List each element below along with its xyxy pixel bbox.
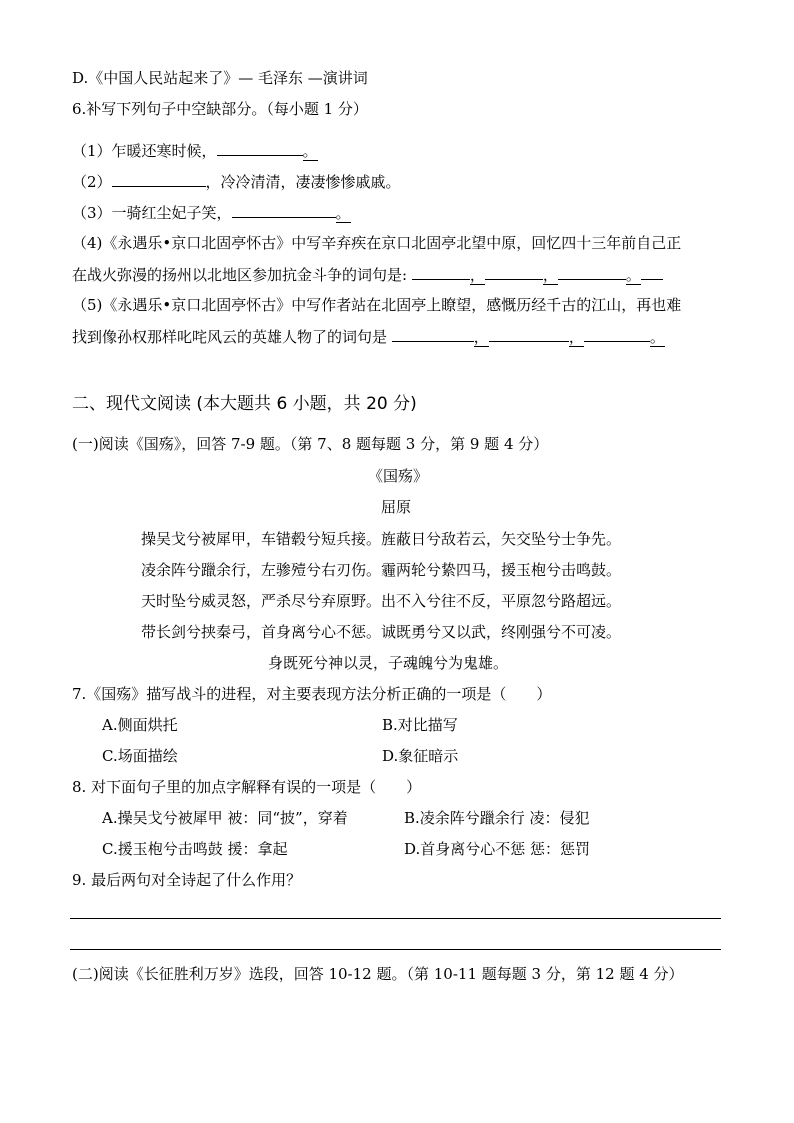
fill-blank[interactable] bbox=[412, 264, 470, 280]
question-6-item-4-line-2 bbox=[72, 264, 663, 285]
item-4-text: 在战火弥漫的扬州以北地区参加抗金斗争的词句是: bbox=[72, 266, 408, 284]
question-6-item-5-line-1: （5)《永遇乐•京口北固亭怀古》中写作者站在北固亭上瞭望，感慨历经千古的江山，再也难 bbox=[72, 296, 682, 314]
part-2-intro: (二)阅读《长征胜利万岁》选段，回答 10-12 题。（第 10-11 题每题 3 分，第 12 题 4 分） bbox=[72, 965, 684, 983]
question-7-option-a[interactable]: A.侧面烘托 bbox=[102, 716, 178, 734]
comma: ， bbox=[469, 266, 485, 284]
answer-line[interactable] bbox=[70, 949, 721, 950]
question-7-option-d[interactable]: D.象征暗示 bbox=[382, 747, 459, 765]
item-3-end: 。 bbox=[335, 204, 351, 222]
poem-line: 天时坠兮威灵怒，严杀尽兮弃原野。出不入兮往不反，平原忽兮路超远。 bbox=[141, 592, 622, 610]
fill-blank[interactable] bbox=[217, 140, 303, 156]
fill-blank[interactable] bbox=[392, 326, 474, 342]
question-6-item-3 bbox=[72, 202, 351, 223]
comma: ， bbox=[568, 328, 584, 346]
poem-line: 身既死兮神以灵，子魂魄兮为鬼雄。 bbox=[268, 654, 509, 672]
answer-line[interactable] bbox=[70, 918, 721, 919]
poem-line: 带长剑兮挟秦弓，首身离兮心不惩。诚既勇兮又以武，终刚强兮不可凌。 bbox=[141, 623, 622, 641]
item-2-number: （2） bbox=[72, 173, 112, 191]
question-7-stem: 7.《国殇》描写战斗的进程，对主要表现方法分析正确的一项是（ ） bbox=[72, 685, 552, 703]
question-7-option-c[interactable]: C.场面描绘 bbox=[102, 747, 178, 765]
question-9-stem: 9. 最后两句对全诗起了什么作用？ bbox=[72, 871, 302, 889]
fill-blank-tail bbox=[641, 264, 663, 280]
question-5-option-d: D.《中国人民站起来了》— 毛泽东 —演讲词 bbox=[72, 69, 368, 87]
question-6-item-1 bbox=[72, 140, 318, 161]
item-1-text: （1）乍暖还寒时候， bbox=[72, 142, 217, 160]
fill-blank[interactable] bbox=[489, 326, 569, 342]
question-8-option-c[interactable]: C.援玉枹兮击鸣鼓 援：拿起 bbox=[102, 840, 288, 858]
item-2-text: ，冷冷清清，凄凄惨惨戚戚。 bbox=[205, 173, 401, 191]
part-1-intro: (一)阅读《国殇》，回答 7-9 题。（第 7、8 题每题 3 分，第 9 题 4 分） bbox=[72, 435, 549, 453]
question-7-option-b[interactable]: B.对比描写 bbox=[382, 716, 458, 734]
question-6-stem: 6.补写下列句子中空缺部分。（每小题 1 分） bbox=[72, 100, 368, 118]
poem-line: 操吴戈兮被犀甲，车错毂兮短兵接。旌蔽日兮敌若云，矢交坠兮士争先。 bbox=[141, 530, 622, 548]
poem-author: 屈原 bbox=[381, 498, 412, 516]
comma: ， bbox=[473, 328, 489, 346]
comma: ， bbox=[542, 266, 558, 284]
period: 。 bbox=[649, 328, 665, 346]
question-8-stem: 8. 对下面句子里的加点字解释有误的一项是（ ） bbox=[72, 778, 422, 796]
fill-blank[interactable] bbox=[584, 326, 650, 342]
question-6-item-2 bbox=[72, 171, 401, 192]
section-heading: 二、现代文阅读 (本大题共 6 小题，共 20 分) bbox=[72, 394, 417, 414]
fill-blank[interactable] bbox=[232, 202, 336, 218]
question-8-option-d[interactable]: D.首身离兮心不惩 惩：惩罚 bbox=[404, 840, 591, 858]
item-5-text: 找到像孙权那样叱咤风云的英雄人物了的词句是 bbox=[72, 328, 388, 346]
period: 。 bbox=[625, 266, 641, 284]
item-1-end: 。 bbox=[302, 142, 318, 160]
question-8-option-b[interactable]: B.凌余阵兮躐余行 凌：侵犯 bbox=[404, 809, 590, 827]
fill-blank[interactable] bbox=[485, 264, 543, 280]
poem-title: 《国殇》 bbox=[368, 467, 429, 485]
fill-blank[interactable] bbox=[112, 171, 206, 187]
question-6-item-5-line-2 bbox=[72, 326, 665, 347]
question-6-item-4-line-1: （4)《永遇乐•京口北固亭怀古》中写辛弃疾在京口北固亭北望中原，回忆四十三年前自己正 bbox=[72, 234, 682, 252]
question-8-option-a[interactable]: A.操吴戈兮被犀甲 被：同“披”，穿着 bbox=[102, 809, 348, 827]
poem-line: 凌余阵兮躐余行，左骖殪兮右刃伤。霾两轮兮絷四马，援玉枹兮击鸣鼓。 bbox=[141, 561, 622, 579]
item-3-text: （3）一骑红尘妃子笑， bbox=[72, 204, 232, 222]
fill-blank[interactable] bbox=[558, 264, 626, 280]
